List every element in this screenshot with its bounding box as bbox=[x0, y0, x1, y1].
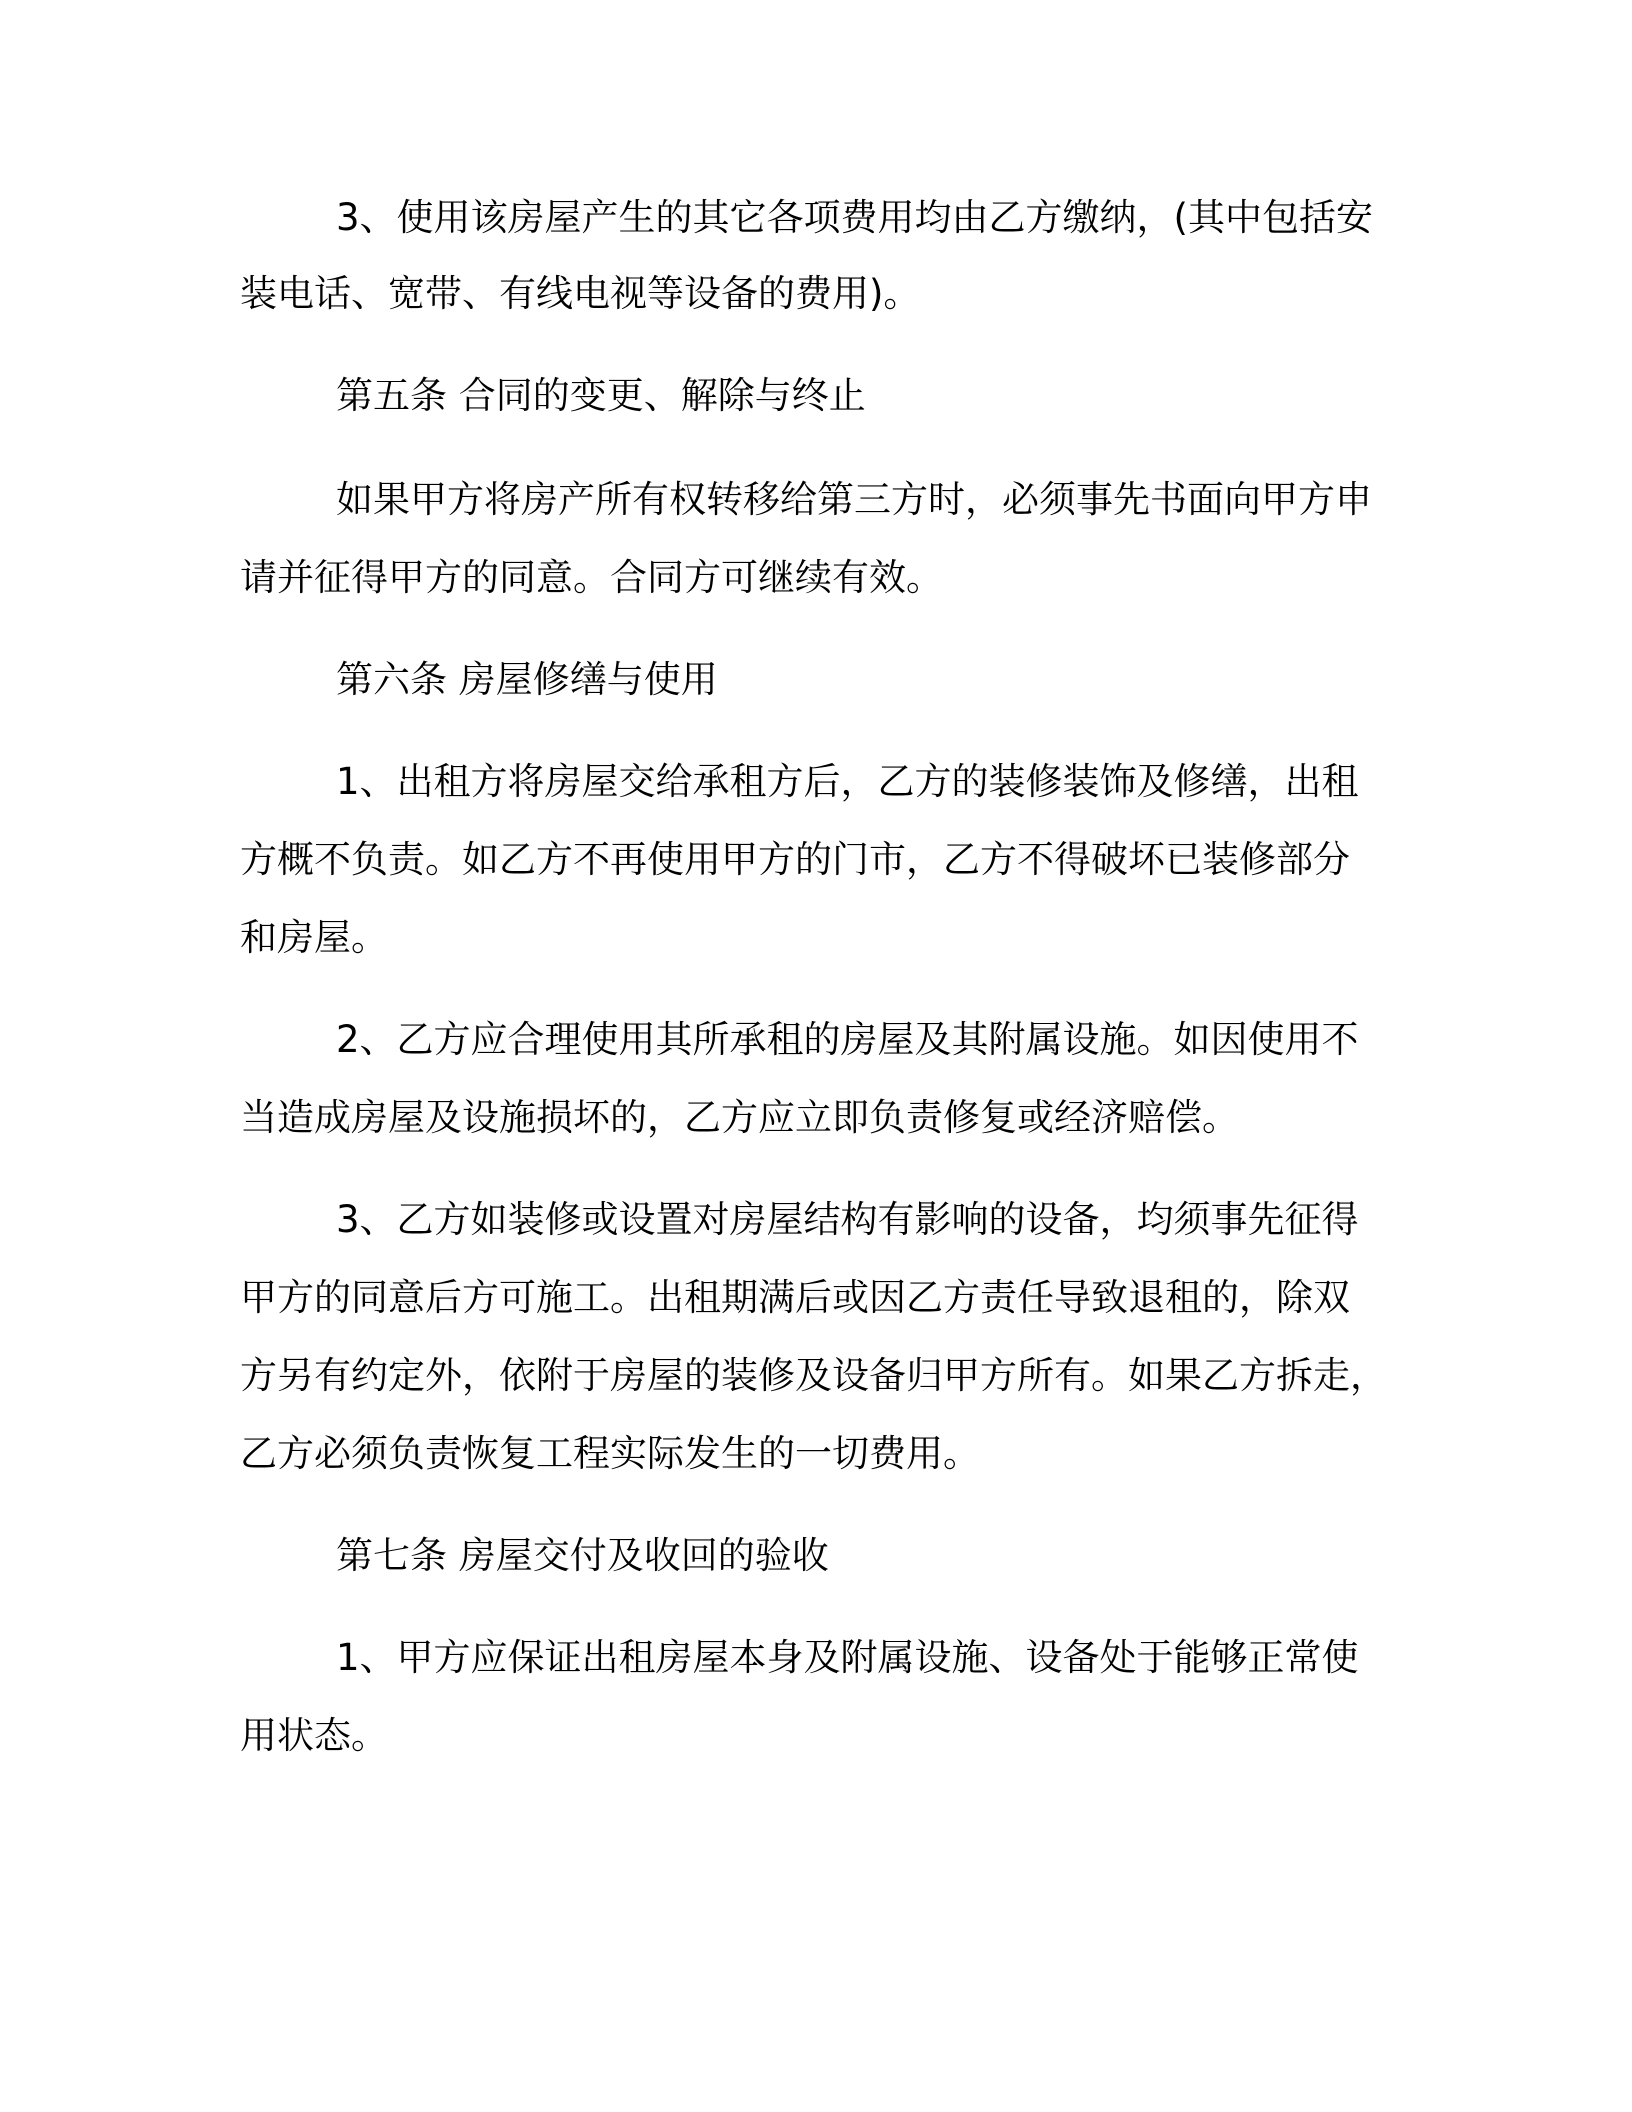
paragraph-line: 2、乙方应合理使用其所承租的房屋及其附属设施。如因使用不 bbox=[336, 1018, 1359, 1061]
paragraph-line: 方概不负责。如乙方不再使用甲方的门市，乙方不得破坏已装修部分 bbox=[240, 838, 1350, 881]
paragraph-line: 请并征得甲方的同意。合同方可继续有效。 bbox=[240, 556, 943, 599]
paragraph-line: 方另有约定外，依附于房屋的装修及设备归甲方所有。如果乙方拆走， bbox=[240, 1354, 1387, 1397]
paragraph-line: 用状态。 bbox=[240, 1714, 388, 1757]
paragraph-line: 如果甲方将房产所有权转移给第三方时，必须事先书面向甲方申 bbox=[336, 478, 1372, 521]
paragraph-line: 1、出租方将房屋交给承租方后，乙方的装修装饰及修缮，出租 bbox=[336, 760, 1359, 803]
paragraph-line: 1、甲方应保证出租房屋本身及附属设施、设备处于能够正常使 bbox=[336, 1636, 1359, 1679]
paragraph-line: 甲方的同意后方可施工。出租期满后或因乙方责任导致退租的，除双 bbox=[240, 1276, 1350, 1319]
section-heading: 第五条 合同的变更、解除与终止 bbox=[336, 374, 866, 417]
paragraph-line: 装电话、宽带、有线电视等设备的费用)。 bbox=[240, 272, 921, 315]
paragraph-line: 和房屋。 bbox=[240, 916, 388, 959]
paragraph-line: 乙方必须负责恢复工程实际发生的一切费用。 bbox=[240, 1432, 980, 1475]
paragraph-line: 3、乙方如装修或设置对房屋结构有影响的设备，均须事先征得 bbox=[336, 1198, 1359, 1241]
section-heading: 第七条 房屋交付及收回的验收 bbox=[336, 1534, 829, 1577]
paragraph-line: 当造成房屋及设施损坏的，乙方应立即负责修复或经济赔偿。 bbox=[240, 1096, 1239, 1139]
paragraph-line: 3、使用该房屋产生的其它各项费用均由乙方缴纳，(其中包括安 bbox=[336, 196, 1373, 239]
section-heading: 第六条 房屋修缮与使用 bbox=[336, 658, 718, 701]
